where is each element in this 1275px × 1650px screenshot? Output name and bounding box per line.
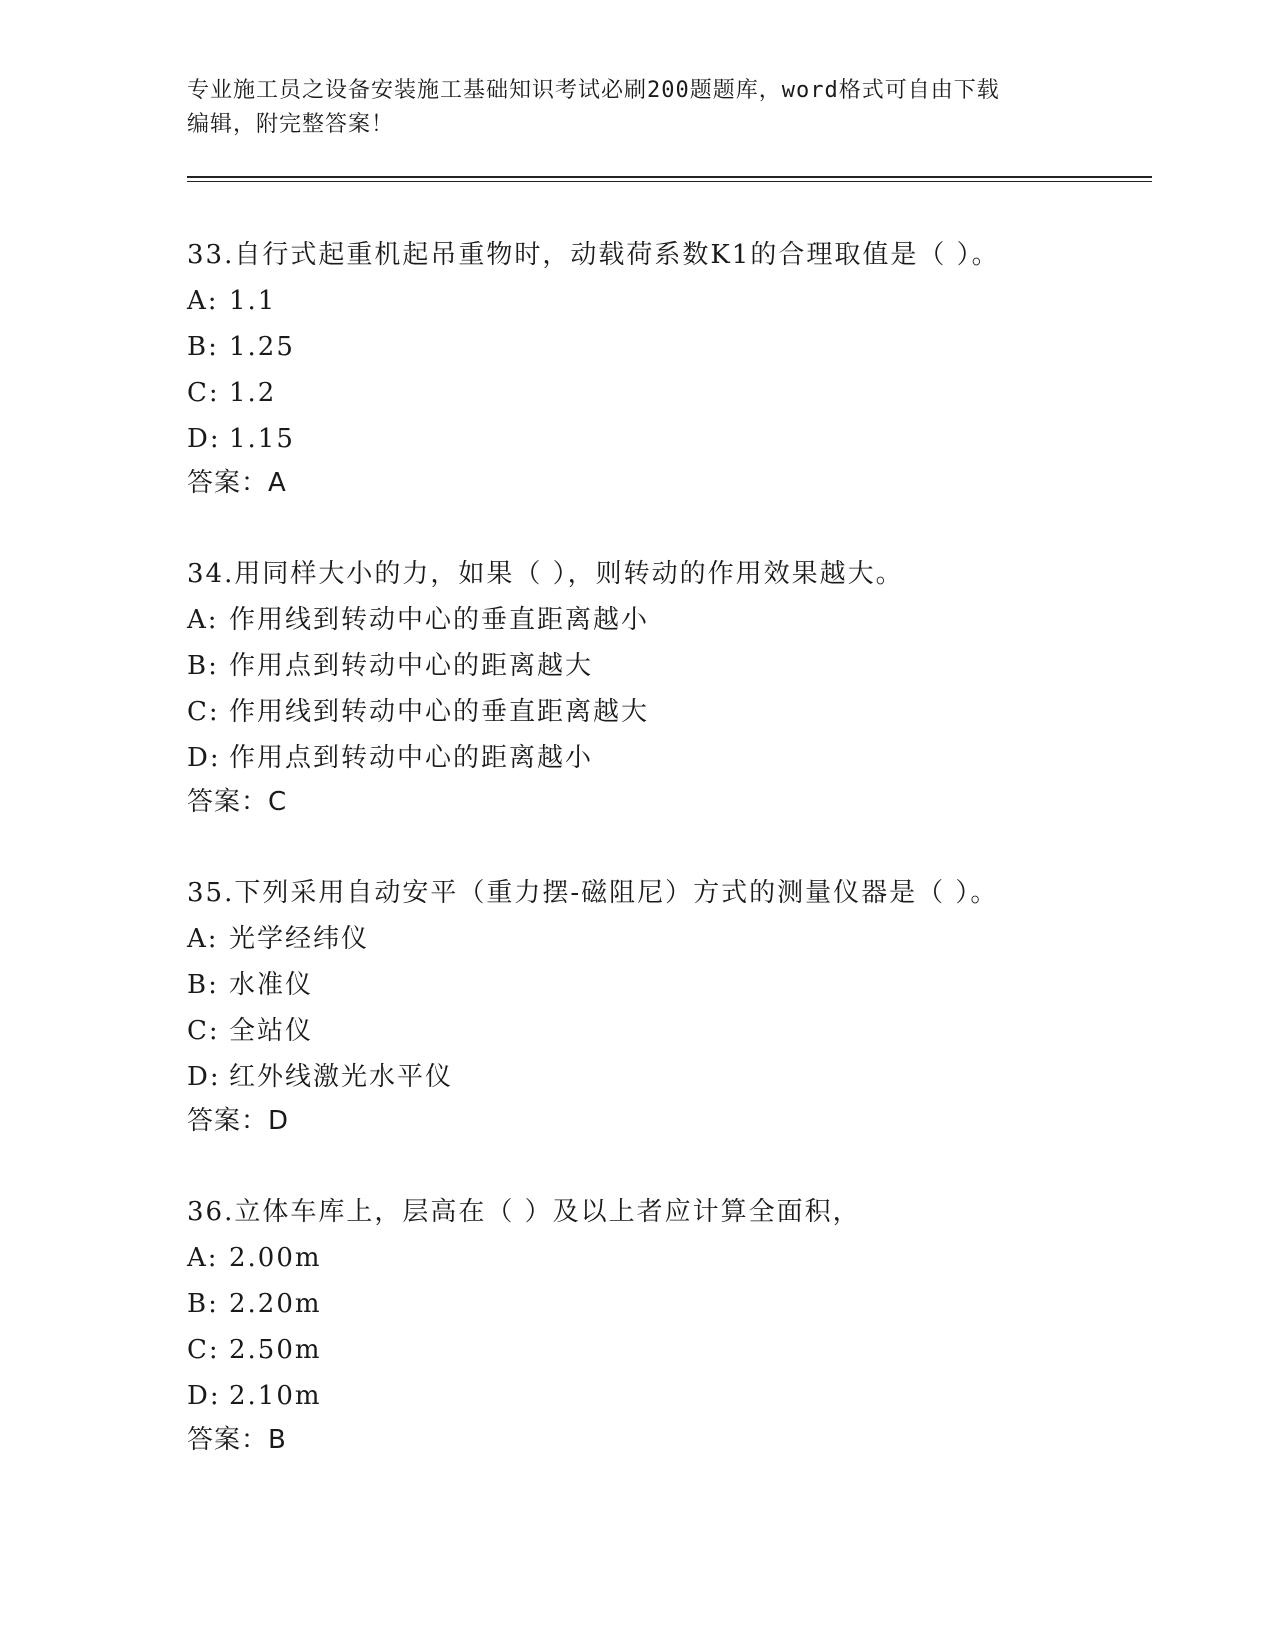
header-divider-thick xyxy=(187,176,1152,178)
question-34 xyxy=(187,551,1147,870)
header-title-line-2: 编辑，附完整答案！ xyxy=(187,112,395,137)
option-text: 作用点到转动中心的距离越小 xyxy=(229,743,594,773)
option-letter: A: xyxy=(187,605,219,635)
header-title-line-1: 专业施工员之设备安装施工基础知识考试必刷200题题库，word格式可自由下载 xyxy=(187,78,1000,103)
option-text: 作用点到转动中心的距离越大 xyxy=(229,651,594,681)
option-letter: D: xyxy=(187,424,221,454)
option-text: 1.2 xyxy=(229,378,277,408)
option-text: 1.15 xyxy=(229,424,295,454)
option-text: 作用线到转动中心的垂直距离越大 xyxy=(229,697,650,727)
option-letter: A: xyxy=(187,1243,219,1273)
option-b xyxy=(187,324,1147,370)
option-text: 2.50m xyxy=(229,1335,322,1365)
option-b xyxy=(187,962,1147,1008)
option-letter: B: xyxy=(187,332,219,362)
option-letter: D: xyxy=(187,743,221,773)
option-letter: A: xyxy=(187,286,219,316)
option-c xyxy=(187,1008,1147,1054)
answer-label: 答案：D xyxy=(187,1106,290,1136)
option-letter: B: xyxy=(187,651,219,681)
option-text: 红外线激光水平仪 xyxy=(229,1062,454,1092)
option-text: 作用线到转动中心的垂直距离越小 xyxy=(229,605,650,635)
header-divider-thin xyxy=(187,181,1152,182)
option-letter: C: xyxy=(187,1335,220,1365)
answer-label: 答案：C xyxy=(187,787,288,817)
answer-label: 答案：B xyxy=(187,1425,287,1455)
question-33 xyxy=(187,232,1147,551)
option-a xyxy=(187,278,1147,324)
option-a xyxy=(187,916,1147,962)
option-letter: A: xyxy=(187,924,219,954)
option-c xyxy=(187,370,1147,416)
option-d xyxy=(187,1373,1147,1419)
question-text: 35.下列采用自动安平（重力摆-磁阻尼）方式的测量仪器是（ ）。 xyxy=(187,878,999,908)
option-text: 2.20m xyxy=(229,1289,322,1319)
question-text: 34.用同样大小的力，如果（ ），则转动的作用效果越大。 xyxy=(187,559,904,589)
question-text: 33.自行式起重机起吊重物时，动载荷系数K1的合理取值是（ ）。 xyxy=(187,240,1000,270)
option-d xyxy=(187,1054,1147,1100)
answer-label: 答案：A xyxy=(187,468,287,498)
option-text: 光学经纬仪 xyxy=(229,924,370,954)
option-b xyxy=(187,1281,1147,1327)
option-letter: C: xyxy=(187,697,220,727)
option-d xyxy=(187,735,1147,781)
option-letter: C: xyxy=(187,1016,220,1046)
option-c xyxy=(187,689,1147,735)
option-a xyxy=(187,597,1147,643)
question-list xyxy=(187,232,1147,1508)
option-letter: C: xyxy=(187,378,220,408)
option-text: 2.00m xyxy=(229,1243,322,1273)
option-text: 水准仪 xyxy=(229,970,314,1000)
option-text: 2.10m xyxy=(229,1381,322,1411)
option-text: 1.1 xyxy=(229,286,277,316)
document-header xyxy=(187,74,1067,142)
option-text: 全站仪 xyxy=(229,1016,314,1046)
option-b xyxy=(187,643,1147,689)
question-text: 36.立体车库上，层高在（ ）及以上者应计算全面积， xyxy=(187,1197,861,1227)
option-text: 1.25 xyxy=(229,332,295,362)
option-letter: B: xyxy=(187,970,219,1000)
question-35 xyxy=(187,870,1147,1189)
option-a xyxy=(187,1235,1147,1281)
option-letter: B: xyxy=(187,1289,219,1319)
option-d xyxy=(187,416,1147,462)
option-letter: D: xyxy=(187,1062,221,1092)
question-36 xyxy=(187,1189,1147,1508)
option-letter: D: xyxy=(187,1381,221,1411)
option-c xyxy=(187,1327,1147,1373)
